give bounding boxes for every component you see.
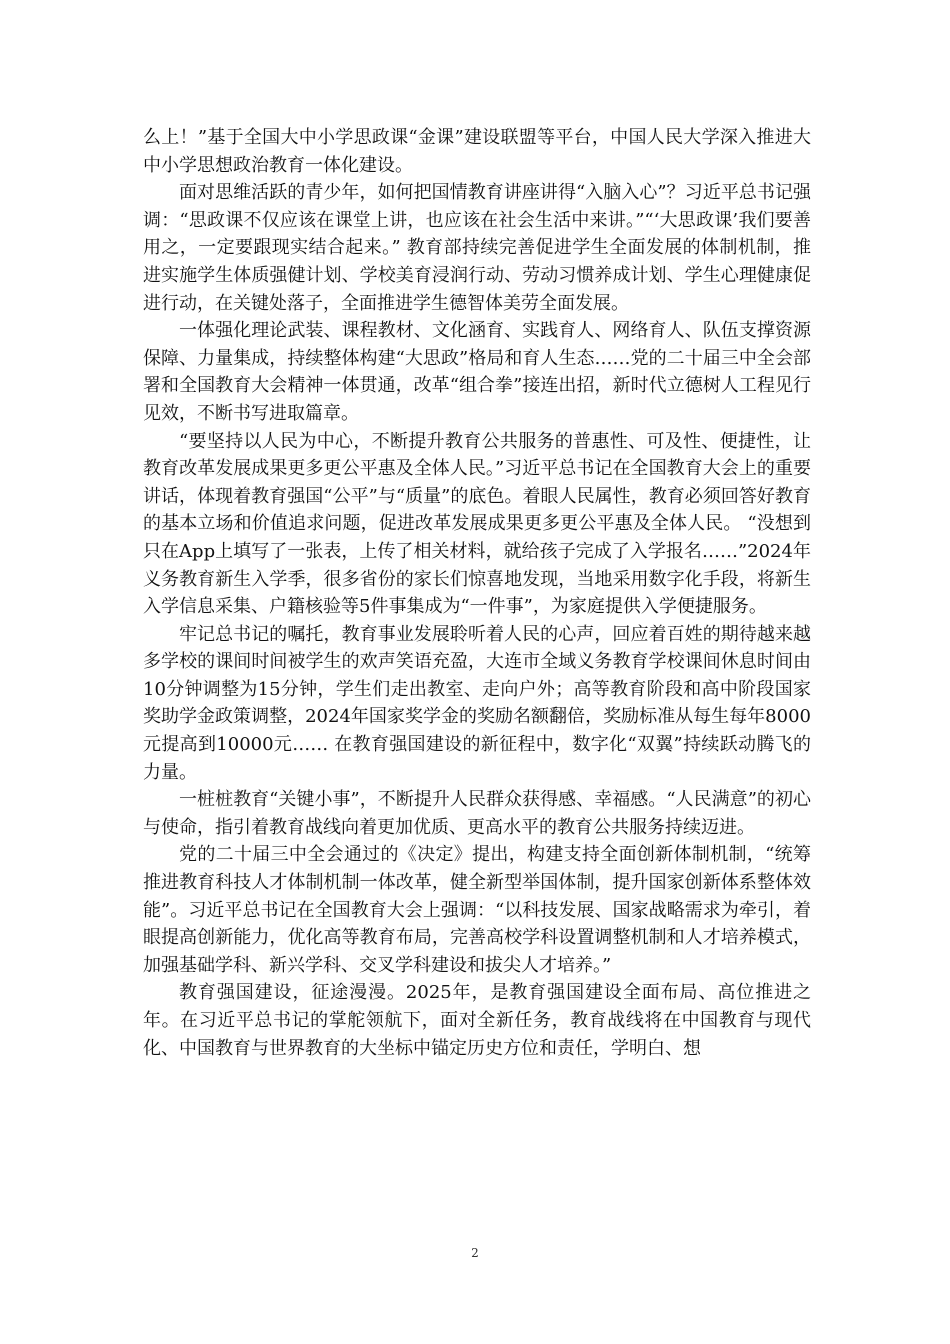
body-text: [143, 124, 811, 1062]
paragraph: 一体强化理论武装、课程教材、文化涵育、实践育人、网络育人、队伍支撑资源保障、力量集成，持续整体构建“大思政”格局和育人生态……党的二十届三中全会部署和全国教育大会精神一体贯通，改革“组合拳”接连出招，新时代立德树人工程见行见效，不断书写进取篇章。: [143, 320, 811, 424]
paragraph: 牢记总书记的嘱托，教育事业发展聆听着人民的心声，回应着百姓的期待越来越多学校的课间时间被学生的欢声笑语充盈，大连市全域义务教育学校课间休息时间由10分钟调整为15分钟，学生们走出教室、走向户外；高等教育阶段和高中阶段国家奖助学金政策调整，2024年国家奖学金的奖励名额翻倍，奖励标准从每生每年8000元提高到10000元…… 在教育强国建设的新征程中，数字化“双翼”持续跃动腾飞的力量。: [143, 623, 811, 783]
paragraph: 一桩桩教育“关键小事”，不断提升人民群众获得感、幸福感。“人民满意”的初心与使命，指引着教育战线向着更加优质、更高水平的教育公共服务持续迈进。: [143, 789, 811, 838]
paragraph: “要坚持以人民为中心，不断提升教育公共服务的普惠性、可及性、便捷性，让教育改革发展成果更多更公平惠及全体人民。”习近平总书记在全国教育大会上的重要讲话，体现着教育强国“公平”与“质量”的底色。着眼人民属性，教育必须回答好教育的基本立场和价值追求问题，促进改革发展成果更多更公平惠及全体人民。 “没想到只在App上填写了一张表，上传了相关材料，就给孩子完成了入学报名……”2024年义务教育新生入学季，很多省份的家长们惊喜地发现，当地采用数字化手段，将新生入学信息采集、户籍核验等5件事集成为“一件事”，为家庭提供入学便捷服务。: [143, 430, 811, 618]
page-number: 2: [471, 1246, 479, 1260]
paragraph: 面对思维活跃的青少年，如何把国情教育讲座讲得“入脑入心”？习近平总书记强调：“思政课不仅应该在课堂上讲，也应该在社会生活中来讲。”“‘大思政课’我们要善用之，一定要跟现实结合起来。” 教育部持续完善促进学生全面发展的体制机制，推进实施学生体质强健计划、学校美育浸润行动、劳动习惯养成计划、学生心理健康促进行动，在关键处落子，全面推进学生德智体美劳全面发展。: [143, 182, 811, 314]
paragraph: 教育强国建设，征途漫漫。2025年，是教育强国建设全面布局、高位推进之年。在习近平总书记的掌舵领航下，面对全新任务，教育战线将在中国教育与现代化、中国教育与世界教育的大坐标中锚定历史方位和责任，学明白、想: [143, 982, 811, 1059]
paragraph: 党的二十届三中全会通过的《决定》提出，构建支持全面创新体制机制，“统筹推进教育科技人才体制机制一体改革，健全新型举国体制，提升国家创新体系整体效能”。习近平总书记在全国教育大会上强调：“以科技发展、国家战略需求为牵引，着眼提高创新能力，优化高等教育布局，完善高校学科设置调整机制和人才培养模式，加强基础学科、新兴学科、交叉学科建设和拔尖人才培养。”: [143, 844, 811, 976]
paragraph-continued: 么上！”基于全国大中小学思政课“金课”建设联盟等平台，中国人民大学深入推进大中小学思想政治教育一体化建设。: [143, 127, 811, 176]
